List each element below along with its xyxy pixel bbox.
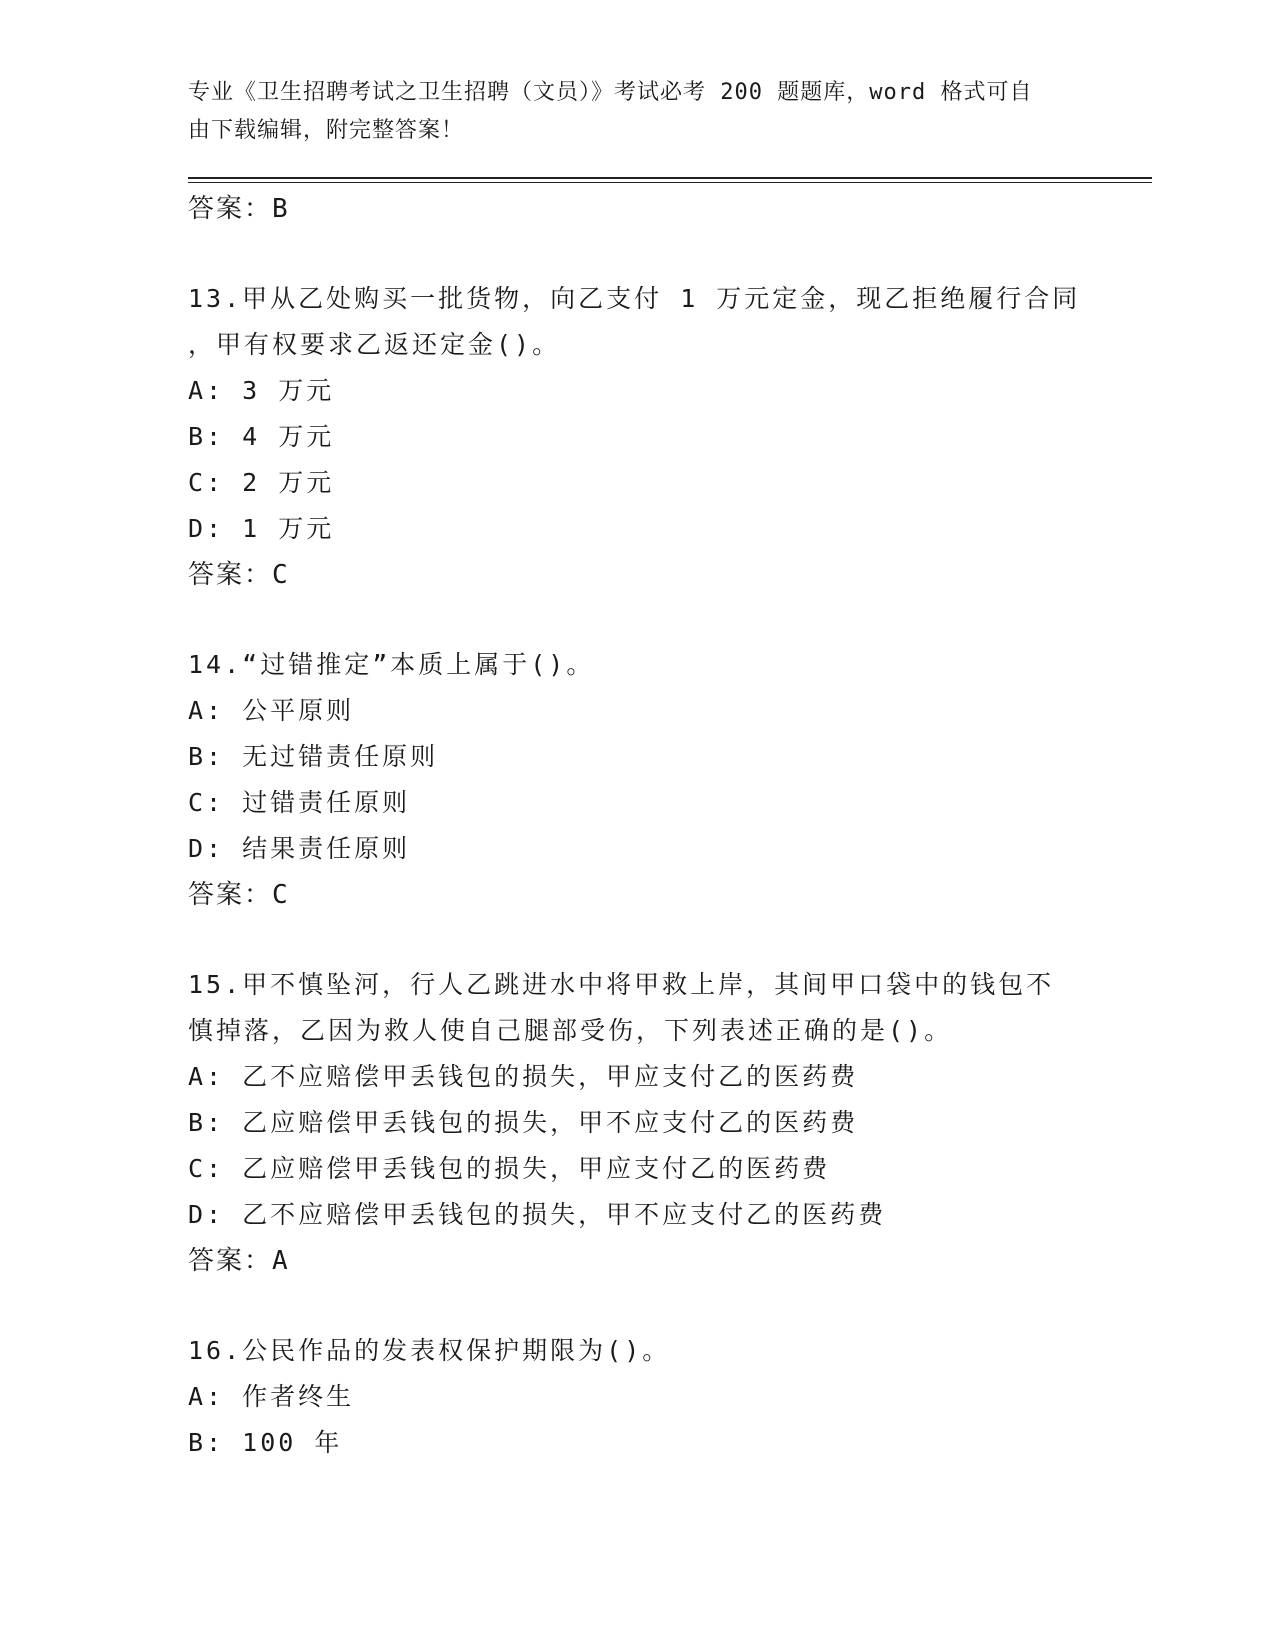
question-13 <box>188 276 1088 598</box>
option-c: C: 2 万元 <box>188 468 335 497</box>
header-line-2: 由下载编辑，附完整答案！ <box>188 118 465 143</box>
answer-value: A <box>272 1246 290 1276</box>
option-b: B: 4 万元 <box>188 422 335 451</box>
question-stem-line: 15.甲不慎坠河，行人乙跳进水中将甲救上岸，其间甲口袋中的钱包不 <box>188 970 1055 999</box>
answer-label: 答案： <box>188 880 273 910</box>
document-body <box>188 186 1088 1466</box>
spacer <box>188 232 1088 276</box>
answer-label: 答案： <box>188 1246 273 1276</box>
option-a: A: 3 万元 <box>188 376 335 405</box>
option-b: B: 无过错责任原则 <box>188 742 439 771</box>
header-divider-thin <box>188 182 1152 183</box>
header-divider-thick <box>188 177 1152 179</box>
answer-line <box>188 186 1088 232</box>
spacer <box>188 598 1088 642</box>
question-stem-line: 13.甲从乙处购买一批货物，向乙支付 1 万元定金，现乙拒绝履行合同 <box>188 284 1081 313</box>
question-15 <box>188 962 1088 1284</box>
option-b: B: 100 年 <box>188 1428 343 1457</box>
document-header <box>188 74 1088 150</box>
answer-value: C <box>272 880 290 910</box>
answer-line <box>188 872 1088 918</box>
header-line-1: 专业《卫生招聘考试之卫生招聘（文员）》考试必考 200 题题库，word 格式可自 <box>188 80 1033 105</box>
option-d: D: 乙不应赔偿甲丢钱包的损失，甲不应支付乙的医药费 <box>188 1200 887 1229</box>
option-a: A: 乙不应赔偿甲丢钱包的损失，甲应支付乙的医药费 <box>188 1062 859 1091</box>
question-14 <box>188 642 1088 918</box>
option-b: B: 乙应赔偿甲丢钱包的损失，甲不应支付乙的医药费 <box>188 1108 859 1137</box>
answer-value: B <box>272 194 290 224</box>
option-c: C: 乙应赔偿甲丢钱包的损失，甲应支付乙的医药费 <box>188 1154 831 1183</box>
option-d: D: 结果责任原则 <box>188 834 411 863</box>
option-c: C: 过错责任原则 <box>188 788 411 817</box>
option-d: D: 1 万元 <box>188 514 335 543</box>
question-stem-line: 慎掉落，乙因为救人使自己腿部受伤，下列表述正确的是()。 <box>188 1016 953 1045</box>
spacer <box>188 1284 1088 1328</box>
question-stem-line: 14.“过错推定”本质上属于()。 <box>188 650 595 679</box>
question-16 <box>188 1328 1088 1466</box>
option-a: A: 公平原则 <box>188 696 355 725</box>
answer-line <box>188 1238 1088 1284</box>
answer-value: C <box>272 560 290 590</box>
question-stem-line: ，甲有权要求乙返还定金()。 <box>188 330 561 359</box>
answer-label: 答案： <box>188 194 273 224</box>
option-a: A: 作者终生 <box>188 1382 355 1411</box>
spacer <box>188 918 1088 962</box>
answer-line <box>188 552 1088 598</box>
answer-label: 答案： <box>188 560 273 590</box>
question-stem-line: 16.公民作品的发表权保护期限为()。 <box>188 1336 671 1365</box>
